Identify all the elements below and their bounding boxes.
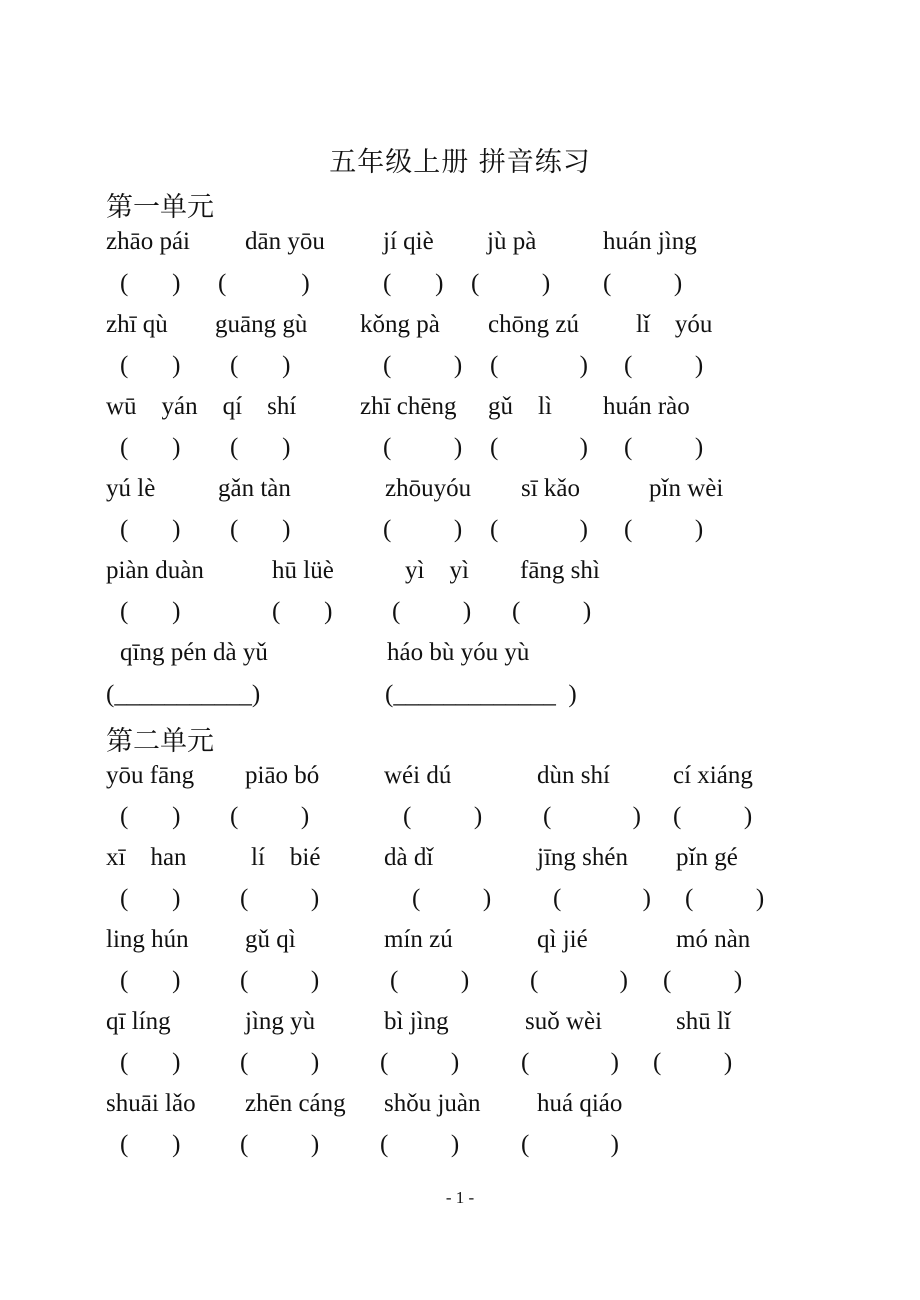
answer-blank[interactable]: ( )	[380, 1131, 460, 1158]
unit-heading: 第一单元	[106, 192, 214, 223]
answer-blank[interactable]: ( )	[230, 516, 291, 543]
answer-blank[interactable]: ( )	[272, 598, 333, 625]
answer-blank[interactable]: ( )	[624, 516, 704, 543]
pinyin-word: gǔ lì	[488, 393, 552, 420]
answer-blank[interactable]: ( )	[120, 1131, 181, 1158]
answer-blank[interactable]: ( )	[240, 1049, 320, 1076]
pinyin-word: wéi dú	[384, 762, 452, 789]
pinyin-word: pǐn gé	[676, 844, 738, 871]
answer-blank[interactable]: ( )	[383, 434, 463, 461]
pinyin-word: gǔ qì	[245, 926, 296, 953]
pinyin-word: suǒ wèi	[525, 1008, 603, 1035]
answer-blank[interactable]: ( )	[392, 598, 472, 625]
answer-blank[interactable]: ( )	[120, 1049, 181, 1076]
page-number: - 1 -	[445, 1188, 475, 1207]
answer-blank[interactable]: ( )	[553, 885, 651, 912]
pinyin-word: zhāo pái	[106, 228, 190, 255]
answer-blank[interactable]: ( )	[390, 967, 470, 994]
pinyin-word: cí xiáng	[673, 762, 753, 789]
answer-blank[interactable]: ( )	[521, 1049, 619, 1076]
answer-blank[interactable]: ( )	[120, 434, 181, 461]
pinyin-word: kǒng pà	[360, 311, 440, 338]
pinyin-word: shǒu juàn	[384, 1090, 481, 1117]
answer-blank[interactable]: ( )	[218, 270, 310, 297]
pinyin-word: yú lè	[106, 475, 156, 502]
answer-blank[interactable]: ( )	[543, 803, 641, 830]
answer-blank[interactable]: ( )	[383, 270, 444, 297]
pinyin-word: wū yán qí shí	[106, 393, 297, 420]
pinyin-word: zhī qù	[106, 311, 168, 338]
pinyin-word: pǐn wèi	[649, 475, 724, 502]
pinyin-word: jīng shén	[537, 844, 628, 871]
pinyin-word: piāo bó	[245, 762, 320, 789]
answer-blank[interactable]: ( )	[230, 434, 291, 461]
answer-blank[interactable]: ( )	[530, 967, 628, 994]
answer-blank[interactable]: ( )	[240, 885, 320, 912]
answer-blank[interactable]: ( )	[383, 352, 463, 379]
answer-blank[interactable]: ( )	[120, 598, 181, 625]
unit-heading: 第二单元	[106, 726, 214, 757]
pinyin-word: mó nàn	[676, 926, 751, 953]
pinyin-word: dān yōu	[245, 228, 325, 255]
answer-blank[interactable]: ( )	[120, 967, 181, 994]
pinyin-word: jìng yù	[245, 1008, 316, 1035]
answer-blank[interactable]: ( )	[685, 885, 765, 912]
pinyin-word: lǐ yóu	[636, 311, 713, 338]
answer-blank[interactable]: ( )	[240, 967, 320, 994]
pinyin-word: piàn duàn	[106, 557, 204, 584]
pinyin-word: dùn shí	[537, 762, 610, 789]
answer-blank[interactable]: ( )	[490, 352, 588, 379]
answer-blank[interactable]: ( )	[490, 434, 588, 461]
idiom-answer-blank[interactable]: (_____________ )	[385, 681, 577, 708]
answer-blank[interactable]: ( )	[383, 516, 463, 543]
answer-blank[interactable]: ( )	[240, 1131, 320, 1158]
pinyin-word: fāng shì	[520, 557, 600, 584]
pinyin-idiom: háo bù yóu yù	[387, 639, 530, 666]
answer-blank[interactable]: ( )	[471, 270, 551, 297]
pinyin-word: mín zú	[384, 926, 453, 953]
pinyin-word: ling hún	[106, 926, 189, 953]
answer-blank[interactable]: ( )	[120, 516, 181, 543]
pinyin-word: jí qiè	[383, 228, 434, 255]
pinyin-word: hū lüè	[272, 557, 334, 584]
pinyin-word: dà dǐ	[384, 844, 434, 871]
pinyin-word: jù pà	[487, 228, 537, 255]
page-title: 五年级上册 拼音练习	[329, 147, 591, 178]
answer-blank[interactable]: ( )	[120, 885, 181, 912]
pinyin-word: yì yì	[405, 557, 469, 584]
answer-blank[interactable]: ( )	[512, 598, 592, 625]
pinyin-word: bì jìng	[384, 1008, 449, 1035]
pinyin-word: shū lǐ	[676, 1008, 731, 1035]
pinyin-word: guāng gù	[215, 311, 308, 338]
pinyin-word: huá qiáo	[537, 1090, 623, 1117]
answer-blank[interactable]: ( )	[230, 803, 310, 830]
pinyin-word: huán rào	[603, 393, 690, 420]
pinyin-word: qī líng	[106, 1008, 171, 1035]
pinyin-word: lí bié	[251, 844, 321, 871]
pinyin-word: zhī chēng	[360, 393, 457, 420]
answer-blank[interactable]: ( )	[120, 270, 181, 297]
answer-blank[interactable]: ( )	[490, 516, 588, 543]
idiom-answer-blank[interactable]: (___________)	[106, 681, 261, 708]
answer-blank[interactable]: ( )	[380, 1049, 460, 1076]
pinyin-word: qì jié	[537, 926, 588, 953]
answer-blank[interactable]: ( )	[624, 352, 704, 379]
answer-blank[interactable]: ( )	[653, 1049, 733, 1076]
pinyin-word: xī han	[106, 844, 187, 871]
pinyin-word: yōu fāng	[106, 762, 195, 789]
pinyin-idiom: qīng pén dà yǔ	[120, 639, 268, 666]
answer-blank[interactable]: ( )	[412, 885, 492, 912]
pinyin-word: zhōuyóu	[385, 475, 472, 502]
answer-blank[interactable]: ( )	[663, 967, 743, 994]
answer-blank[interactable]: ( )	[603, 270, 683, 297]
pinyin-word: gǎn tàn	[218, 475, 291, 502]
pinyin-word: sī kǎo	[521, 475, 581, 502]
answer-blank[interactable]: ( )	[673, 803, 753, 830]
answer-blank[interactable]: ( )	[120, 803, 181, 830]
pinyin-word: shuāi lǎo	[106, 1090, 196, 1117]
answer-blank[interactable]: ( )	[624, 434, 704, 461]
pinyin-word: zhēn cáng	[245, 1090, 346, 1117]
answer-blank[interactable]: ( )	[403, 803, 483, 830]
answer-blank[interactable]: ( )	[230, 352, 291, 379]
answer-blank[interactable]: ( )	[120, 352, 181, 379]
pinyin-word: chōng zú	[488, 311, 579, 338]
pinyin-word: huán jìng	[603, 228, 697, 255]
answer-blank[interactable]: ( )	[521, 1131, 619, 1158]
